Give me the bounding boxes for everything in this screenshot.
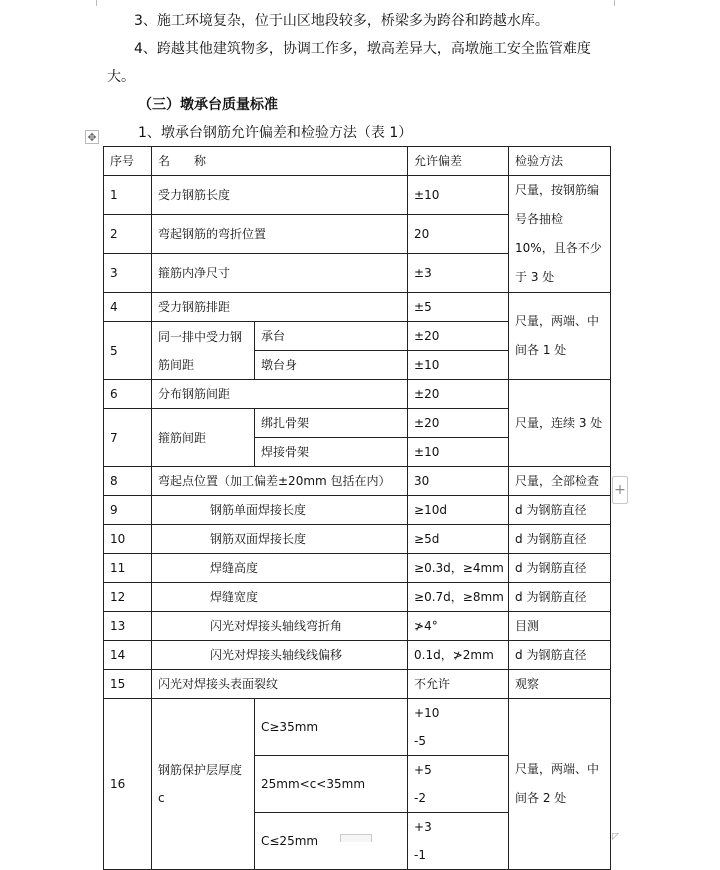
cell-tolerance: ±10 [408, 351, 509, 380]
tolerance-upper: +5 [414, 763, 432, 777]
cell-subname: 承台 [255, 322, 408, 351]
cell-no: 6 [104, 380, 152, 409]
cell-no: 10 [104, 525, 152, 554]
table-row [104, 467, 611, 496]
margin-mark-right [614, 0, 615, 6]
header-method: 检验方法 [509, 147, 611, 176]
cell-no: 16 [104, 699, 152, 870]
cell-tolerance: 0.1d，≯2mm [408, 641, 509, 670]
cell-tolerance: ≥10d [408, 496, 509, 525]
cell-method: 目测 [509, 612, 611, 641]
cell-name: 弯起点位置（加工偏差±20mm 包括在内） [152, 467, 408, 496]
tolerance-upper: +10 [414, 706, 440, 720]
header-tolerance: 允许偏差 [408, 147, 509, 176]
cell-tolerance: 30 [408, 467, 509, 496]
cell-method: 尺量，按钢筋编号各抽检 10%，且各不少于 3 处 [509, 176, 611, 293]
cell-name: 闪光对焊接头表面裂纹 [152, 670, 408, 699]
cell-tolerance: ≥0.7d，≥8mm [408, 583, 509, 612]
cell-no: 8 [104, 467, 152, 496]
table-row [104, 293, 611, 322]
cell-name: 钢筋双面焊接长度 [152, 525, 408, 554]
cell-method: 观察 [509, 670, 611, 699]
cell-tolerance: 20 [408, 215, 509, 254]
cell-method: 尺量，全部检查 [509, 467, 611, 496]
cell-no: 1 [104, 176, 152, 215]
cell-subname: C≤25mm [255, 813, 408, 870]
cell-no: 15 [104, 670, 152, 699]
cell-no: 7 [104, 409, 152, 467]
header-name: 名 称 [152, 147, 408, 176]
cell-subname: C≥35mm [255, 699, 408, 756]
section-heading: （三）墩承台质量标准 [138, 97, 278, 113]
cell-name: 受力钢筋排距 [152, 293, 408, 322]
cell-tolerance: ≥0.3d，≥4mm [408, 554, 509, 583]
cell-no: 2 [104, 215, 152, 254]
cell-subname: 墩台身 [255, 351, 408, 380]
table-row [104, 641, 611, 670]
cell-no: 13 [104, 612, 152, 641]
cell-subname: 25mm<c<35mm [255, 756, 408, 813]
cell-method: 尺量，两端、中间各 1 处 [509, 293, 611, 380]
cell-tolerance: ±3 [408, 254, 509, 293]
table-row [104, 380, 611, 409]
cell-name: 闪光对焊接头轴线线偏移 [152, 641, 408, 670]
cell-name: 钢筋保护层厚度 c [152, 699, 255, 870]
table-header-row [104, 147, 611, 176]
cell-no: 5 [104, 322, 152, 380]
cell-no: 14 [104, 641, 152, 670]
cell-tolerance: ≥5d [408, 525, 509, 554]
cell-tolerance: ±10 [408, 176, 509, 215]
cell-no: 3 [104, 254, 152, 293]
cell-name: 分布钢筋间距 [152, 380, 408, 409]
cell-tolerance [408, 699, 509, 756]
cell-name: 箍筋内净尺寸 [152, 254, 408, 293]
cell-tolerance: ±20 [408, 380, 509, 409]
cell-tolerance: ±20 [408, 322, 509, 351]
table-caption: 1、墩承台钢筋允许偏差和检验方法（表 1） [138, 125, 413, 141]
paragraph-3: 3、施工环境复杂，位于山区地段较多，桥梁多为跨谷和跨越水库。 [134, 13, 549, 29]
cell-name: 同一排中受力钢筋间距 [152, 322, 255, 380]
cell-tolerance: ±10 [408, 438, 509, 467]
cell-method: d 为钢筋直径 [509, 496, 611, 525]
header-no: 序号 [104, 147, 152, 176]
paragraph-4-line-2: 大。 [107, 69, 135, 85]
cell-subname: 焊接骨架 [255, 438, 408, 467]
cell-tolerance [408, 756, 509, 813]
resize-corner-icon: ◸ [612, 832, 619, 842]
cell-subname: 绑扎骨架 [255, 409, 408, 438]
cell-method: d 为钢筋直径 [509, 554, 611, 583]
cell-method: 尺量，连续 3 处 [509, 380, 611, 467]
cell-method: d 为钢筋直径 [509, 583, 611, 612]
table-row [104, 525, 611, 554]
cell-no: 9 [104, 496, 152, 525]
cell-name: 钢筋单面焊接长度 [152, 496, 408, 525]
tolerance-lower: -2 [414, 791, 426, 805]
tolerance-lower: -5 [414, 734, 426, 748]
cell-tolerance: ±5 [408, 293, 509, 322]
cell-method: 尺量，两端、中间各 2 处 [509, 699, 611, 870]
cell-name: 闪光对焊接头轴线弯折角 [152, 612, 408, 641]
table-row [104, 176, 611, 215]
table-move-handle-icon[interactable]: ✥ [85, 130, 99, 144]
cell-no: 11 [104, 554, 152, 583]
cell-method: d 为钢筋直径 [509, 525, 611, 554]
table-row [104, 496, 611, 525]
cell-name: 焊缝宽度 [152, 583, 408, 612]
cell-name: 受力钢筋长度 [152, 176, 408, 215]
tolerance-upper: +3 [414, 820, 432, 834]
cell-tolerance: ±20 [408, 409, 509, 438]
cell-name: 弯起钢筋的弯折位置 [152, 215, 408, 254]
cell-tolerance [408, 813, 509, 870]
table-row [104, 670, 611, 699]
cell-tolerance: ≯4° [408, 612, 509, 641]
tolerance-lower: -1 [414, 848, 426, 862]
table-row [104, 699, 611, 756]
cell-name: 焊缝高度 [152, 554, 408, 583]
cell-tolerance: 不允许 [408, 670, 509, 699]
cell-no: 4 [104, 293, 152, 322]
margin-mark-left [96, 0, 97, 6]
cell-name: 箍筋间距 [152, 409, 255, 467]
table-row [104, 583, 611, 612]
cell-method: d 为钢筋直径 [509, 641, 611, 670]
table-row [104, 554, 611, 583]
cell-no: 12 [104, 583, 152, 612]
rebar-tolerance-table [103, 146, 611, 870]
paragraph-4-line-1: 4、跨越其他建筑物多，协调工作多，墩高差异大，高墩施工安全监管难度 [134, 41, 591, 57]
add-row-icon[interactable]: + [612, 476, 628, 504]
table-row [104, 612, 611, 641]
